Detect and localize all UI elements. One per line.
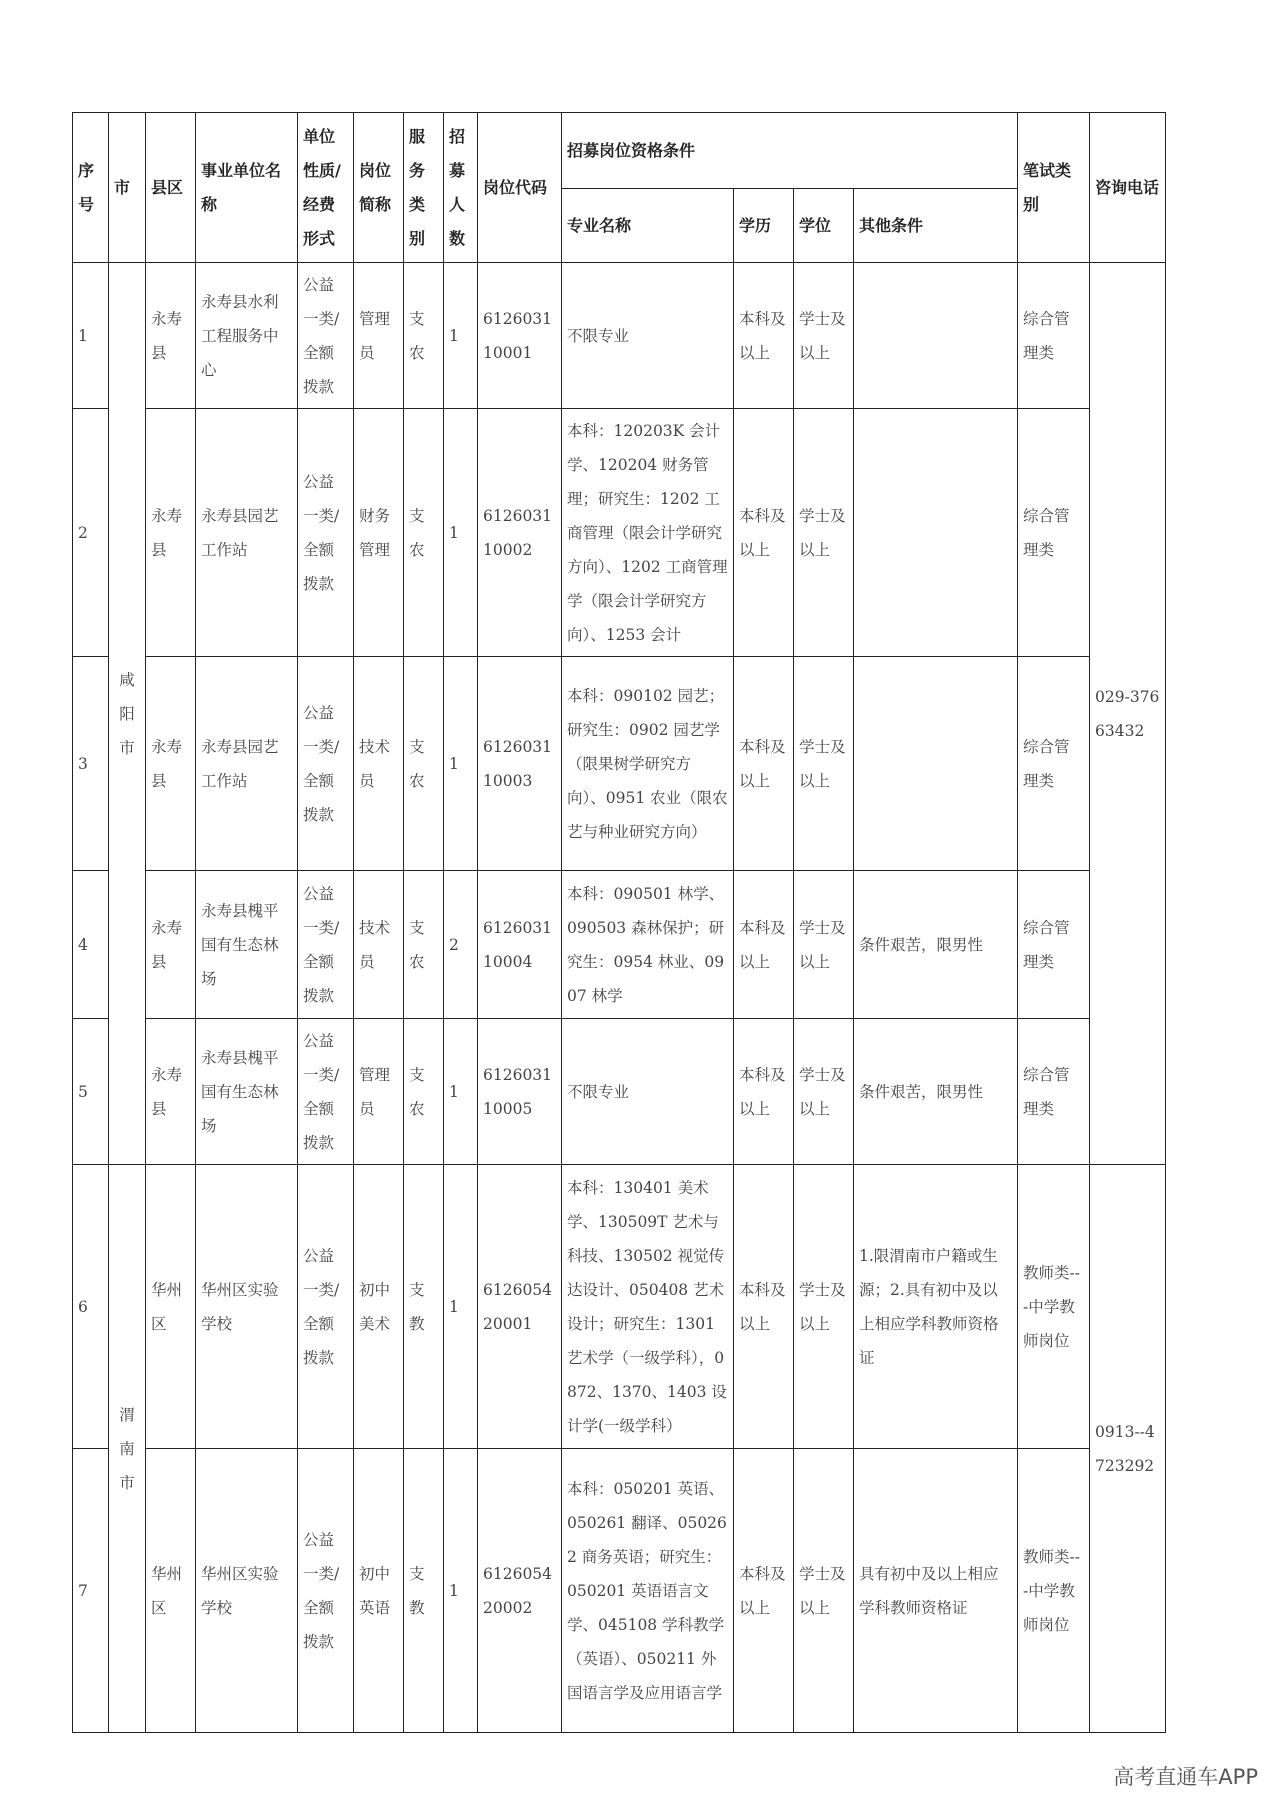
table-row bbox=[73, 657, 1166, 871]
cell-major: 本科：120203K 会计学、120204 财务管理；研究生：1202 工商管理（限会计学研究方向）、1202 工商管理学（限会计学研究方向）、1253 会计 bbox=[562, 409, 734, 657]
cell-exam: 综合管理类 bbox=[1018, 409, 1090, 657]
cell-major: 本科：090102 园艺；研究生：0902 园艺学（限果树学研究方向）、0951 农业（限农艺与种业研究方向） bbox=[562, 657, 734, 871]
cell-seq: 4 bbox=[73, 871, 109, 1019]
recruitment-table bbox=[72, 112, 1166, 1733]
cell-service: 支农 bbox=[404, 263, 444, 409]
cell-major: 不限专业 bbox=[562, 263, 734, 409]
cell-count: 1 bbox=[444, 409, 478, 657]
cell-city: 渭南市 bbox=[109, 1165, 146, 1733]
cell-education: 本科及以上 bbox=[734, 871, 794, 1019]
cell-count: 1 bbox=[444, 1019, 478, 1165]
cell-post: 技术员 bbox=[354, 657, 404, 871]
cell-county: 永寿县 bbox=[146, 409, 196, 657]
cell-exam: 综合管理类 bbox=[1018, 871, 1090, 1019]
cell-code: 612603110001 bbox=[478, 263, 562, 409]
cell-exam: 综合管理类 bbox=[1018, 657, 1090, 871]
cell-count: 2 bbox=[444, 871, 478, 1019]
header-seq: 序号 bbox=[73, 113, 109, 263]
cell-phone: 029-37663432 bbox=[1090, 263, 1166, 1165]
cell-count: 1 bbox=[444, 1449, 478, 1733]
header-degree: 学位 bbox=[794, 189, 854, 263]
cell-degree: 学士及以上 bbox=[794, 263, 854, 409]
cell-county: 永寿县 bbox=[146, 871, 196, 1019]
cell-degree: 学士及以上 bbox=[794, 871, 854, 1019]
cell-degree: 学士及以上 bbox=[794, 1449, 854, 1733]
table-row bbox=[73, 1449, 1166, 1733]
recruitment-table-wrapper bbox=[72, 112, 1166, 1733]
cell-exam: 教师类---中学教师岗位 bbox=[1018, 1165, 1090, 1449]
cell-unit: 永寿县槐平国有生态林场 bbox=[196, 871, 298, 1019]
cell-unit: 永寿县园艺工作站 bbox=[196, 409, 298, 657]
cell-education: 本科及以上 bbox=[734, 1449, 794, 1733]
header-post-short: 岗位简称 bbox=[354, 113, 404, 263]
header-post-code: 岗位代码 bbox=[478, 113, 562, 263]
cell-seq: 3 bbox=[73, 657, 109, 871]
cell-code: 612605420001 bbox=[478, 1165, 562, 1449]
header-row-1 bbox=[73, 113, 1166, 189]
cell-seq: 7 bbox=[73, 1449, 109, 1733]
cell-other: 1.限渭南市户籍或生源；2.具有初中及以上相应学科教师资格证 bbox=[854, 1165, 1018, 1449]
cell-count: 1 bbox=[444, 1165, 478, 1449]
header-county: 县区 bbox=[146, 113, 196, 263]
cell-nature: 公益一类/全额拨款 bbox=[298, 871, 354, 1019]
cell-education: 本科及以上 bbox=[734, 657, 794, 871]
cell-other bbox=[854, 263, 1018, 409]
cell-service: 支教 bbox=[404, 1449, 444, 1733]
cell-degree: 学士及以上 bbox=[794, 409, 854, 657]
cell-code: 612603110004 bbox=[478, 871, 562, 1019]
cell-code: 612603110005 bbox=[478, 1019, 562, 1165]
cell-service: 支农 bbox=[404, 409, 444, 657]
cell-other: 条件艰苦，限男性 bbox=[854, 871, 1018, 1019]
cell-county: 华州区 bbox=[146, 1449, 196, 1733]
header-qualification-group: 招募岗位资格条件 bbox=[562, 113, 1018, 189]
cell-code: 612603110002 bbox=[478, 409, 562, 657]
cell-county: 永寿县 bbox=[146, 263, 196, 409]
table-row bbox=[73, 263, 1166, 409]
watermark-text: 高考直通车APP bbox=[1113, 1765, 1258, 1789]
cell-service: 支农 bbox=[404, 657, 444, 871]
cell-seq: 2 bbox=[73, 409, 109, 657]
cell-post: 财务管理 bbox=[354, 409, 404, 657]
table-row bbox=[73, 871, 1166, 1019]
header-exam-type: 笔试类别 bbox=[1018, 113, 1090, 263]
cell-degree: 学士及以上 bbox=[794, 657, 854, 871]
cell-education: 本科及以上 bbox=[734, 263, 794, 409]
header-service-type: 服务类别 bbox=[404, 113, 444, 263]
cell-major: 本科：090501 林学、090503 森林保护；研究生：0954 林业、0907 林学 bbox=[562, 871, 734, 1019]
cell-nature: 公益一类/全额拨款 bbox=[298, 1449, 354, 1733]
cell-nature: 公益一类/全额拨款 bbox=[298, 1165, 354, 1449]
header-city: 市 bbox=[109, 113, 146, 263]
cell-unit: 华州区实验学校 bbox=[196, 1165, 298, 1449]
cell-phone: 0913--4723292 bbox=[1090, 1165, 1166, 1733]
cell-code: 612605420002 bbox=[478, 1449, 562, 1733]
cell-other: 条件艰苦，限男性 bbox=[854, 1019, 1018, 1165]
table-body bbox=[73, 263, 1166, 1733]
cell-nature: 公益一类/全额拨款 bbox=[298, 1019, 354, 1165]
cell-unit: 华州区实验学校 bbox=[196, 1449, 298, 1733]
cell-other bbox=[854, 657, 1018, 871]
cell-county: 永寿县 bbox=[146, 1019, 196, 1165]
cell-nature: 公益一类/全额拨款 bbox=[298, 263, 354, 409]
cell-service: 支教 bbox=[404, 1165, 444, 1449]
table-header bbox=[73, 113, 1166, 263]
header-other: 其他条件 bbox=[854, 189, 1018, 263]
cell-exam: 教师类---中学教师岗位 bbox=[1018, 1449, 1090, 1733]
cell-education: 本科及以上 bbox=[734, 1019, 794, 1165]
cell-count: 1 bbox=[444, 657, 478, 871]
cell-county: 华州区 bbox=[146, 1165, 196, 1449]
cell-degree: 学士及以上 bbox=[794, 1019, 854, 1165]
table-row bbox=[73, 1165, 1166, 1449]
cell-count: 1 bbox=[444, 263, 478, 409]
cell-major: 本科：130401 美术学、130509T 艺术与科技、130502 视觉传达设计、050408 艺术设计；研究生：1301 艺术学（一级学科），0872、1370、1403 设计学(一级学科） bbox=[562, 1165, 734, 1449]
cell-nature: 公益一类/全额拨款 bbox=[298, 657, 354, 871]
cell-major: 本科：050201 英语、050261 翻译、050262 商务英语；研究生：050201 英语语言文学、045108 学科教学（英语）、050211 外国语言学及应用语言学 bbox=[562, 1449, 734, 1733]
header-education: 学历 bbox=[734, 189, 794, 263]
cell-seq: 1 bbox=[73, 263, 109, 409]
cell-post: 初中英语 bbox=[354, 1449, 404, 1733]
header-major: 专业名称 bbox=[562, 189, 734, 263]
cell-unit: 永寿县园艺工作站 bbox=[196, 657, 298, 871]
header-phone: 咨询电话 bbox=[1090, 113, 1166, 263]
cell-post: 管理员 bbox=[354, 263, 404, 409]
cell-exam: 综合管理类 bbox=[1018, 1019, 1090, 1165]
cell-post: 管理员 bbox=[354, 1019, 404, 1165]
table-row bbox=[73, 1019, 1166, 1165]
header-unit-nature: 单位性质/经费形式 bbox=[298, 113, 354, 263]
cell-service: 支农 bbox=[404, 871, 444, 1019]
cell-code: 612603110003 bbox=[478, 657, 562, 871]
cell-nature: 公益一类/全额拨款 bbox=[298, 409, 354, 657]
cell-unit: 永寿县水利工程服务中心 bbox=[196, 263, 298, 409]
cell-major: 不限专业 bbox=[562, 1019, 734, 1165]
cell-post: 初中美术 bbox=[354, 1165, 404, 1449]
header-unit-name: 事业单位名称 bbox=[196, 113, 298, 263]
cell-seq: 6 bbox=[73, 1165, 109, 1449]
cell-county: 永寿县 bbox=[146, 657, 196, 871]
cell-service: 支农 bbox=[404, 1019, 444, 1165]
cell-unit: 永寿县槐平国有生态林场 bbox=[196, 1019, 298, 1165]
cell-seq: 5 bbox=[73, 1019, 109, 1165]
cell-education: 本科及以上 bbox=[734, 409, 794, 657]
cell-post: 技术员 bbox=[354, 871, 404, 1019]
cell-education: 本科及以上 bbox=[734, 1165, 794, 1449]
cell-other: 具有初中及以上相应学科教师资格证 bbox=[854, 1449, 1018, 1733]
cell-other bbox=[854, 409, 1018, 657]
cell-exam: 综合管理类 bbox=[1018, 263, 1090, 409]
cell-city: 咸阳市 bbox=[109, 263, 146, 1165]
cell-degree: 学士及以上 bbox=[794, 1165, 854, 1449]
header-recruit-count: 招募人数 bbox=[444, 113, 478, 263]
table-row bbox=[73, 409, 1166, 657]
